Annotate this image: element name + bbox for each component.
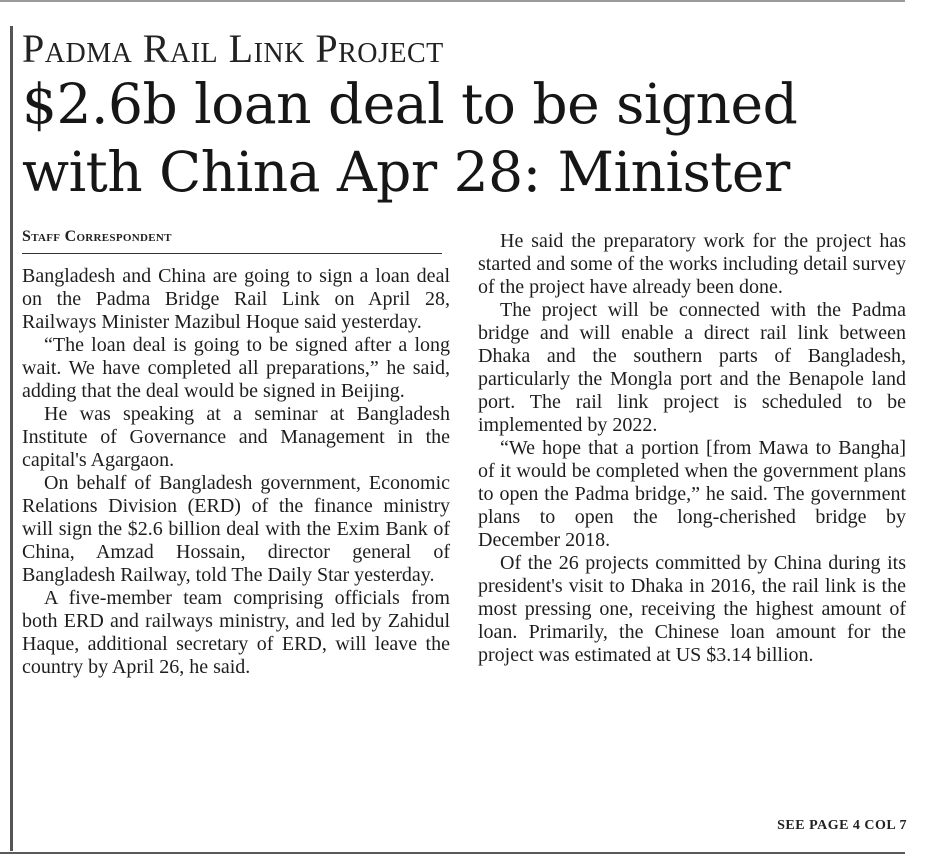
paragraph: On behalf of Bangladesh government, Economic Relations Division (ERD) of the finance ministry will sign the $2.6 billion deal with the Exim Bank of China, Amzad Hossain, director general of Bangladesh Railway, told The Daily Star yesterday. bbox=[22, 472, 450, 586]
paragraph: He was speaking at a seminar at Bangladesh Institute of Governance and Management in the capital's Agargaon. bbox=[22, 403, 450, 471]
paragraph: “We hope that a portion [from Mawa to Bangha] of it would be completed when the government plans to open the Padma bridge,” he said. The government plans to open the long-cherished bridge by December 2018. bbox=[478, 437, 906, 551]
byline: Staff Correspondent bbox=[22, 228, 172, 245]
paragraph: A five-member team comprising officials from both ERD and railways ministry, and led by Zahidul Haque, additional secretary of ERD, will leave the country by April 26, he said. bbox=[22, 587, 450, 678]
kicker: Padma Rail Link Project bbox=[22, 26, 444, 71]
paragraph: “The loan deal is going to be signed after a long wait. We have completed all preparations,” he said, adding that the deal would be signed in Beijing. bbox=[22, 334, 450, 402]
paragraph: Bangladesh and China are going to sign a loan deal on the Padma Bridge Rail Link on April 28, Railways Minister Mazibul Hoque said yesterday. bbox=[22, 265, 450, 333]
bottom-rule bbox=[0, 852, 905, 854]
paragraph: Of the 26 projects committed by China during its president's visit to Dhaka in 2016, the rail link is the most pressing one, receiving the highest amount of loan. Primarily, the Chinese loan amount for the project was estimated at US $3.14 billion. bbox=[478, 552, 906, 666]
left-column bbox=[22, 265, 450, 679]
top-rule bbox=[0, 0, 905, 2]
paragraph: The project will be connected with the Padma bridge and will enable a direct rail link between Dhaka and the southern parts of Bangladesh, particularly the Mongla port and the Benapole land port. The rail link project is scheduled to be implemented by 2022. bbox=[478, 299, 906, 436]
byline-rule bbox=[22, 253, 442, 254]
headline: $2.6b loan deal to be signed with China Apr 28: Minister bbox=[22, 72, 798, 204]
right-column bbox=[478, 230, 906, 667]
continuation-note: SEE PAGE 4 COL 7 bbox=[777, 818, 907, 833]
paragraph: He said the preparatory work for the project has started and some of the works including detail survey of the project have already been done. bbox=[478, 230, 906, 298]
left-margin-rule bbox=[10, 26, 13, 851]
